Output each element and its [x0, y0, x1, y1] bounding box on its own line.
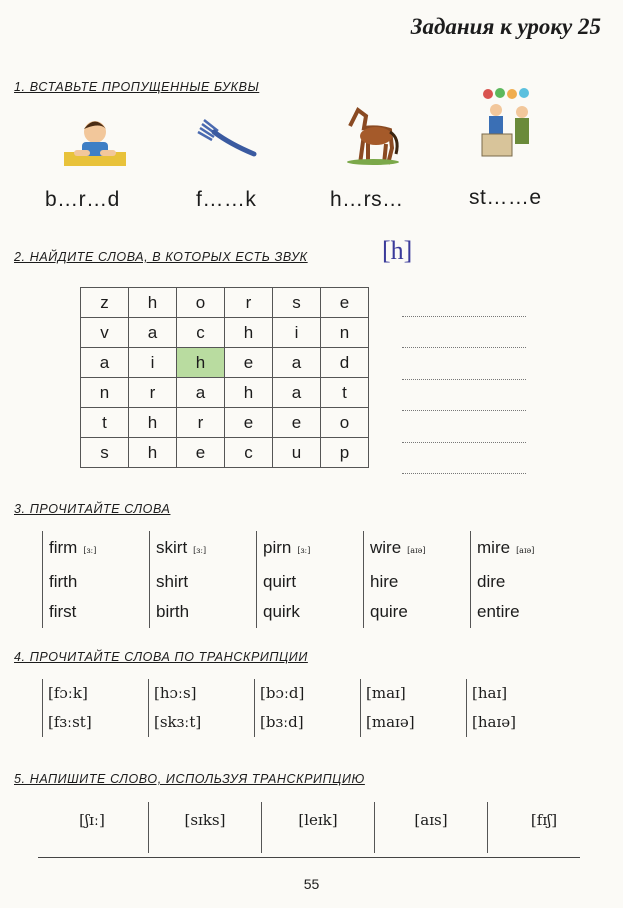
transcription-column [43, 679, 149, 737]
grid-cell[interactable]: v [81, 318, 129, 348]
transcription-column [149, 679, 255, 737]
sound-note: [ɜː] [297, 546, 311, 555]
grid-cell[interactable]: n [321, 318, 369, 348]
grid-cell[interactable]: a [177, 378, 225, 408]
word-text: firth [49, 571, 78, 591]
transcription: [maɪə] [366, 713, 415, 731]
word-text: quire [370, 602, 408, 621]
writing-baseline [38, 857, 580, 858]
word-entry [370, 533, 470, 567]
answer-line[interactable] [402, 410, 526, 411]
word-text: quirt [263, 571, 297, 591]
word-text: skirt [156, 538, 188, 557]
transcription: [hɔːs] [154, 684, 197, 702]
word-entry [477, 533, 577, 567]
transcription: [bɜːd] [260, 713, 304, 731]
word-entry [156, 533, 256, 567]
grid-cell[interactable]: t [321, 378, 369, 408]
gap-word-3: h…rs… [330, 188, 404, 211]
transcription-table [42, 679, 572, 737]
task-3-heading: 3. ПРОЧИТАЙТЕ СЛОВА [14, 502, 171, 516]
write-cell[interactable] [36, 802, 149, 853]
grid-cell[interactable]: t [81, 408, 129, 438]
word-column [150, 531, 257, 628]
grid-cell[interactable]: i [273, 318, 321, 348]
fork-picture [190, 112, 260, 174]
grid-cell[interactable]: h [225, 378, 273, 408]
sound-note: [ɜː] [193, 546, 207, 555]
grid-cell[interactable]: d [321, 348, 369, 378]
word-text: wire [370, 538, 402, 557]
grid-cell[interactable]: h [225, 318, 273, 348]
transcription: [skɜːt] [154, 713, 202, 731]
gap-word-4: st……e [469, 186, 542, 209]
page-title: Задания к уроку 25 [410, 14, 601, 39]
grid-cell[interactable]: n [81, 378, 129, 408]
word-text: hire [370, 571, 399, 591]
grid-cell[interactable]: a [273, 348, 321, 378]
grid-cell[interactable]: a [81, 348, 129, 378]
transcription: [sɪks] [184, 811, 226, 829]
grid-cell[interactable]: z [81, 288, 129, 318]
grid-cell[interactable]: s [81, 438, 129, 468]
answer-line[interactable] [402, 379, 526, 380]
grid-cell[interactable]: u [273, 438, 321, 468]
grid-cell[interactable]: e [225, 408, 273, 438]
word-text: first [49, 602, 77, 621]
transcription: [bɔːd] [260, 684, 305, 702]
task-5-heading: 5. НАПИШИТЕ СЛОВО, ИСПОЛЬЗУЯ ТРАНСКРИПЦИЮ [14, 772, 365, 786]
grid-cell[interactable]: o [177, 288, 225, 318]
transcription: [fɔːk] [48, 684, 88, 702]
task-2-heading: 2. НАЙДИТЕ СЛОВА, В КОТОРЫХ ЕСТЬ ЗВУК [14, 250, 308, 264]
grid-cell[interactable]: a [129, 318, 177, 348]
word-text: mire [477, 538, 511, 557]
grid-cell[interactable]: c [225, 438, 273, 468]
grid-cell[interactable]: p [321, 438, 369, 468]
store-picture [478, 86, 538, 164]
task-1-heading: 1. ВСТАВЬТЕ ПРОПУЩЕННЫЕ БУКВЫ [14, 80, 260, 94]
word-search-grid [80, 287, 369, 468]
word-columns-table [42, 531, 577, 628]
grid-cell[interactable]: e [177, 438, 225, 468]
sound-note: [ɜː] [83, 546, 97, 555]
word-entry [263, 533, 363, 567]
grid-cell[interactable]: e [225, 348, 273, 378]
transcription: [ʃɪː] [79, 811, 105, 829]
grid-cell[interactable]: e [273, 408, 321, 438]
boy-at-desk-picture [60, 112, 130, 174]
word-column [364, 531, 471, 628]
answer-line[interactable] [402, 442, 526, 443]
task-4-heading: 4. ПРОЧИТАЙТЕ СЛОВА ПО ТРАНСКРИПЦИИ [14, 650, 308, 664]
grid-cell[interactable]: o [321, 408, 369, 438]
grid-row [81, 288, 369, 318]
grid-cell[interactable]: i [129, 348, 177, 378]
grid-cell[interactable]: a [273, 378, 321, 408]
grid-cell-highlighted[interactable]: h [177, 348, 225, 378]
sound-note: [aɪə] [407, 546, 426, 555]
transcription: [maɪ] [366, 684, 406, 702]
gap-word-2: f……k [196, 188, 257, 211]
word-text: pirn [263, 538, 292, 557]
grid-row [81, 378, 369, 408]
grid-cell[interactable]: c [177, 318, 225, 348]
grid-row [81, 438, 369, 468]
write-cell[interactable] [488, 802, 601, 853]
grid-cell[interactable]: e [321, 288, 369, 318]
word-text: shirt [156, 571, 189, 591]
transcription: [fɜːst] [48, 713, 92, 731]
transcription-column [255, 679, 361, 737]
word-column [471, 531, 578, 628]
grid-cell[interactable]: h [129, 288, 177, 318]
word-column [257, 531, 364, 628]
word-text: firm [49, 538, 78, 557]
word-text: birth [156, 602, 190, 621]
sound-note: [aɪə] [516, 546, 535, 555]
word-entry [49, 533, 149, 567]
answer-line[interactable] [402, 347, 526, 348]
transcription: [haɪ] [472, 684, 508, 702]
transcription: [haɪə] [472, 713, 516, 731]
word-text: quirk [263, 602, 300, 621]
grid-cell[interactable]: r [129, 378, 177, 408]
transcription-column [361, 679, 467, 737]
grid-row [81, 408, 369, 438]
grid-cell[interactable]: r [225, 288, 273, 318]
write-cell[interactable] [375, 802, 488, 853]
horse-picture [338, 104, 408, 166]
sound-symbol: [h] [382, 236, 413, 265]
word-text: dire [477, 571, 506, 591]
write-cell[interactable] [262, 802, 375, 853]
grid-cell[interactable]: s [273, 288, 321, 318]
gap-word-1: b…r…d [45, 188, 120, 211]
grid-row [81, 318, 369, 348]
grid-row [81, 348, 369, 378]
word-column [43, 531, 150, 628]
write-words-table [36, 802, 600, 853]
answer-line[interactable] [402, 316, 526, 317]
transcription-column [467, 679, 573, 737]
transcription: [leɪk] [298, 811, 338, 829]
write-cell[interactable] [149, 802, 262, 853]
page-number: 55 [303, 876, 320, 892]
transcription: [fɪʃ] [530, 811, 558, 829]
word-text: entire [477, 602, 520, 621]
answer-line[interactable] [402, 473, 526, 474]
grid-cell[interactable]: h [129, 408, 177, 438]
grid-cell[interactable]: h [129, 438, 177, 468]
transcription: [aɪs] [414, 811, 448, 829]
grid-cell[interactable]: r [177, 408, 225, 438]
